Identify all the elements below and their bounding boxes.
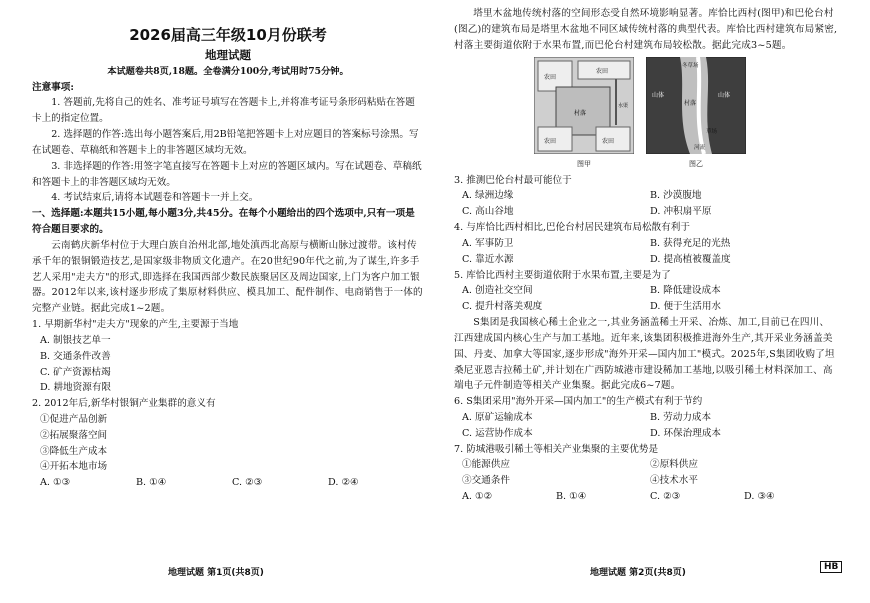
question-4-options: [454, 236, 838, 268]
question-7-items: [454, 457, 838, 489]
right-page-footer: 地理试题 第2页(共8页): [590, 568, 686, 578]
option[interactable]: D. 耕地资源有限: [40, 382, 112, 394]
option[interactable]: A. ①③: [40, 477, 71, 489]
question-5-options: [454, 283, 838, 315]
statement-item: ③交通条件: [462, 475, 510, 487]
figure-a-label: 农田: [544, 138, 557, 146]
question-2-options: [32, 475, 424, 491]
question-6-options: [454, 410, 838, 442]
figure-a-label: 农田: [544, 74, 557, 82]
figure-b-caption: 图乙: [689, 160, 703, 169]
option[interactable]: B. 获得充足的光热: [650, 237, 731, 249]
question-6-stem: 6. S集团采用"海外开采—国内加工"的生产模式有利于节约: [454, 396, 703, 408]
figure-a-label: 农田: [596, 68, 609, 76]
option[interactable]: A. 制银技艺单一: [40, 334, 111, 346]
note-item: 2. 选择题的作答:选出每小题答案后,用2B铅笔把答题卡上对应题目的答案标号涂黑。写在试题卷、草稿纸和答题卡上的非答题区域均无效。: [32, 129, 419, 156]
region-badge: HB: [820, 561, 842, 573]
option[interactable]: C. ②③: [650, 491, 681, 503]
section-heading: 一、选择题:本题共15小题,每小题3分,共45分。在每个小题给出的四个选项中,只有一项是符合题目要求的。: [32, 208, 415, 236]
figure-a: [534, 57, 634, 170]
question-1-stem: 1. 早期新华村"走夫方"现象的产生,主要源于当地: [32, 319, 239, 331]
option[interactable]: D. 便于生活用水: [650, 301, 722, 313]
option[interactable]: A. 军事防卫: [462, 237, 514, 249]
option[interactable]: C. 靠近水源: [462, 253, 514, 265]
option[interactable]: A. 原矿运输成本: [462, 412, 533, 423]
option[interactable]: A. 绿洲边缘: [462, 190, 514, 202]
question-7-options: [454, 489, 838, 505]
option[interactable]: C. ②③: [232, 477, 263, 489]
material-passage-1: 云南鹤庆新华村位于大理白族自治州北部,地处滇西北高原与横断山脉过渡带。该村传承千年的银铜锻造技艺,是国家级非物质文化遗产。在20世纪90年代之前,为了谋生,许多手艺人采用"走夫方"的形式,即选择在我国西部少数民族聚居区及周边国家,上门为客户加工银器。2012年以来,该村逐步形成了集原材料供应、模具加工、配件制作、电商销售于一体的完整产业链。据此完成1~2题。: [32, 239, 423, 315]
option[interactable]: C. 高山谷地: [462, 206, 514, 218]
statement-item: ③降低生产成本: [40, 445, 108, 457]
note-item: 3. 非选择题的作答:用签字笔直接写在答题卡上对应的答题区域内。写在试题卷、草稿纸和答题卡上的非答题区域均无效。: [32, 160, 422, 188]
statement-item: ④技术水平: [650, 475, 698, 487]
statement-item: ②拓展聚落空间: [40, 429, 108, 441]
figure-a-caption: 图甲: [577, 160, 591, 169]
figure-b: [646, 57, 746, 170]
statement-item: ①促进产品创新: [40, 414, 108, 425]
option[interactable]: D. 提高植被覆盖度: [650, 253, 731, 265]
figure-b-label: 山体: [652, 92, 665, 100]
note-item: 1. 答题前,先将自己的姓名、准考证号填写在答题卡上,并将准考证号条形码粘贴在答题卡上的指定位置。: [32, 97, 415, 125]
option[interactable]: D. ③④: [744, 491, 775, 503]
exam-subtitle: 地理试题: [205, 47, 251, 62]
question-7-stem: 7. 防城港吸引稀土等相关产业集聚的主要优势是: [454, 443, 659, 455]
note-item: 4. 考试结束后,请将本试题卷和答题卡一并上交。: [51, 192, 259, 204]
figure-b-map: [646, 57, 746, 154]
statement-item: ①能源供应: [462, 459, 510, 471]
option[interactable]: A. 创造社交空间: [462, 285, 533, 297]
figure-b-label: 河流: [694, 145, 706, 152]
figure-a-label: 水渠: [618, 103, 629, 110]
option[interactable]: C. 矿产资源枯竭: [40, 366, 111, 378]
right-page: [454, 0, 838, 603]
question-4-stem: 4. 与库恰比西村相比,巴伦台村居民建筑布局松散有利于: [454, 222, 690, 234]
option[interactable]: B. 降低建设成本: [650, 285, 721, 297]
notes-heading: 注意事项:: [32, 81, 74, 93]
left-page: [32, 0, 424, 603]
material-passage-3: S集团是我国核心稀土企业之一,其业务涵盖稀土开采、冶炼、加工,目前已在四川、江西建成国内核心生产与加工基地。近年来,该集团积极推进海外生产,其开采业务涵盖美国、丹麦、加拿大等国家,逐步形成"海外开采—国内加工"模式。2025年,S集团收购了坦桑尼亚恩吉拉稀土矿,并计划在广西防城港市建设稀加工基地,以吸引稀土材料深加工、高端电子元件制造等相关产业集聚。据此完成6~7题。: [454, 317, 835, 392]
figure-a-label: 农田: [602, 138, 615, 146]
question-2-items: [32, 412, 424, 475]
question-5-stem: 5. 库恰比西村主要街道依附于水果布置,主要是为了: [454, 269, 671, 281]
figure-a-map: [534, 57, 634, 154]
question-2-stem: 2. 2012年后,新华村银铜产业集群的意义有: [32, 398, 216, 410]
option[interactable]: B. ①④: [136, 477, 167, 489]
exam-info: 本试题卷共8页,18题。全卷满分100分,考试用时75分钟。: [107, 66, 349, 78]
option[interactable]: B. 沙漠腹地: [650, 190, 702, 202]
statement-item: ②原料供应: [650, 459, 698, 471]
left-page-footer: 地理试题 第1页(共8页): [168, 568, 264, 578]
option[interactable]: D. 环保治理成本: [650, 427, 722, 439]
figure-a-label: 村落: [574, 110, 587, 118]
figure-b-label: 草场: [706, 129, 718, 136]
option[interactable]: B. ①④: [556, 491, 587, 503]
figure-b-label: 冬草场: [682, 63, 699, 70]
question-1-options: [32, 333, 424, 396]
option[interactable]: D. ②④: [328, 477, 359, 489]
statement-item: ④开拓本地市场: [40, 461, 108, 473]
question-3-stem: 3. 推测巴伦台村最可能位于: [454, 174, 572, 186]
figures: [534, 57, 838, 170]
option[interactable]: C. 运营协作成本: [462, 427, 533, 439]
option[interactable]: D. 冲积扇平原: [650, 206, 712, 218]
option[interactable]: B. 交通条件改善: [40, 350, 111, 362]
figure-b-label: 村落: [684, 100, 697, 108]
option[interactable]: A. ①②: [462, 491, 493, 503]
option[interactable]: C. 提升村落美观度: [462, 301, 543, 313]
question-3-options: [454, 188, 838, 220]
figure-b-label: 山体: [718, 92, 731, 100]
material-passage-2: 塔里木盆地传统村落的空间形态受自然环境影响显著。库恰比西村(图甲)和巴伦台村(图乙)的建筑布局是塔里木盆地不同区域传统村落的典型代表。库恰比西村建筑布局紧密,村落主要街道依附于水果布置,而巴伦台村建筑布局较松散。据此完成3~5题。: [454, 8, 838, 51]
option[interactable]: B. 劳动力成本: [650, 412, 712, 423]
exam-title: 2026届高三年级10月份联考: [129, 26, 327, 44]
